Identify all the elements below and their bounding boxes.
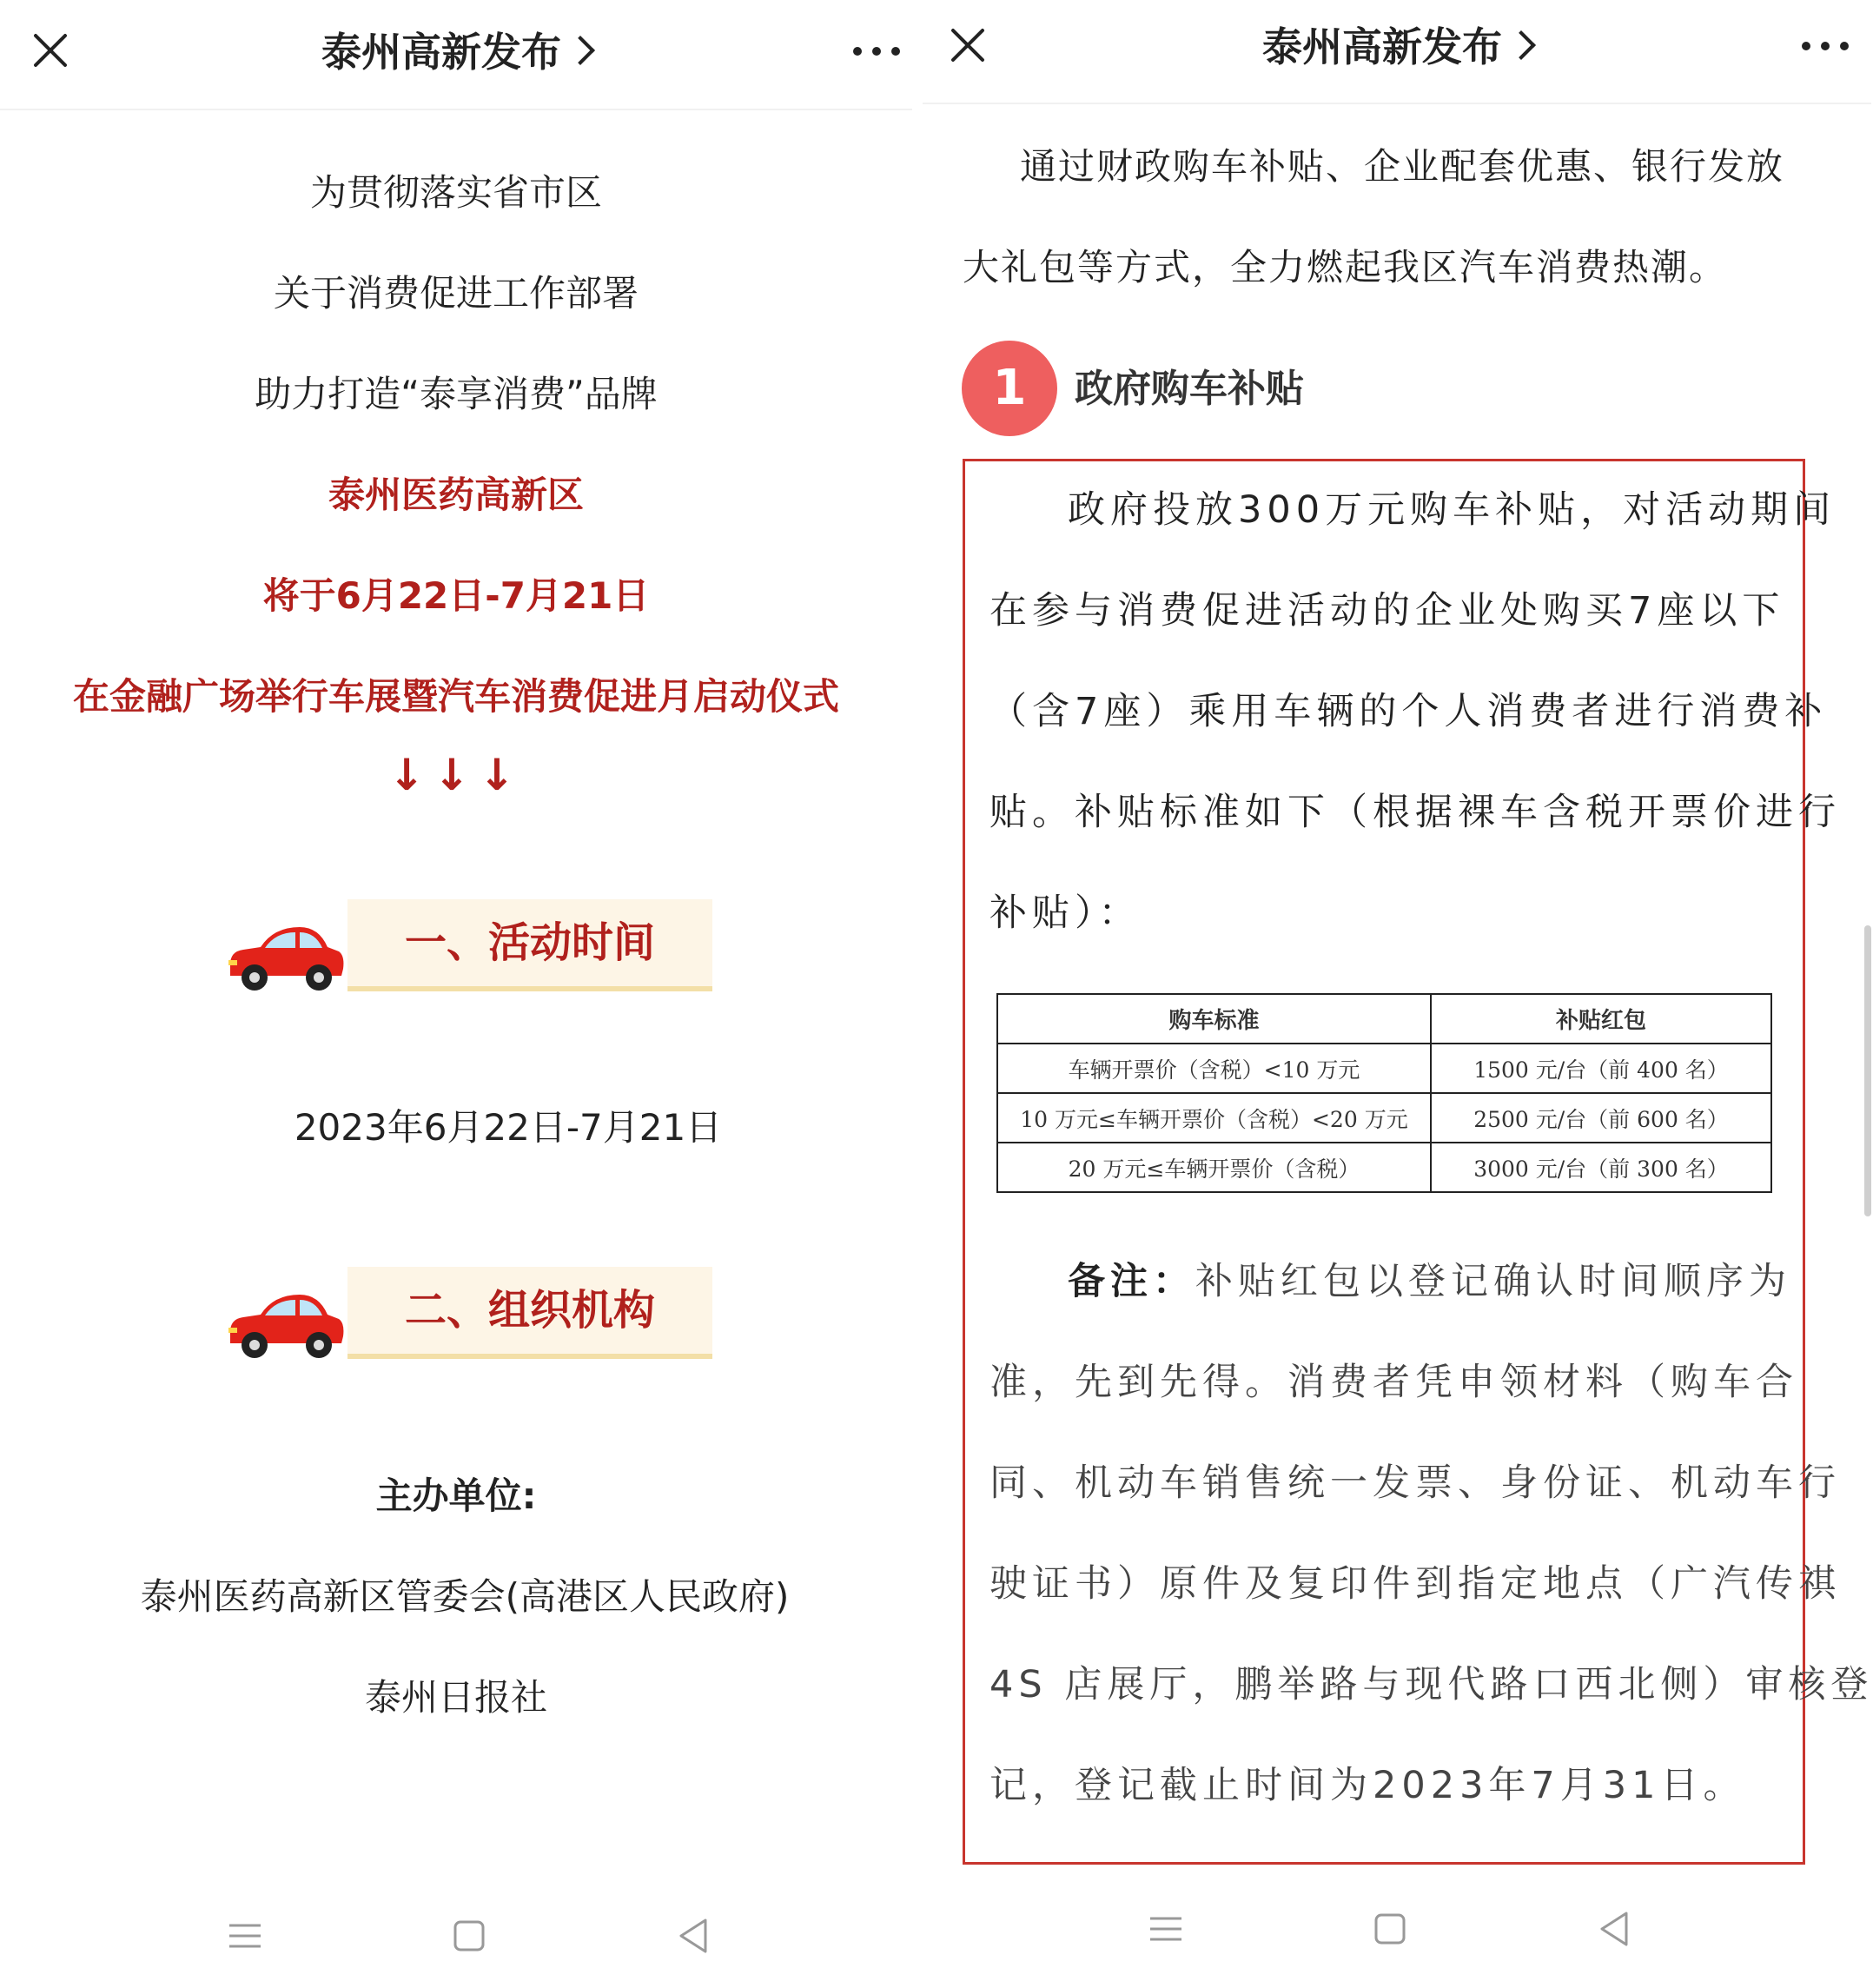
top-bar (923, 0, 1871, 104)
text-line: 记，登记截止时间为2023年7月31日。 (989, 1764, 1746, 1807)
more-icon[interactable] (1802, 36, 1854, 54)
scrollbar[interactable] (1864, 925, 1871, 1216)
intro-line: 大礼包等方式，全力燃起我区汽车消费热潮。 (963, 246, 1728, 288)
account-title-link[interactable] (923, 21, 1871, 73)
table-row (997, 1093, 1771, 1143)
intro-line: 为贯彻落实省市区 (309, 171, 602, 214)
home-icon[interactable] (1364, 1903, 1416, 1955)
text-line: 政府投放300万元购车补贴，对活动期间 (1068, 488, 1837, 532)
section-label-box (347, 1267, 712, 1359)
notes-paragraph (989, 1231, 1873, 1836)
account-title-link[interactable] (0, 26, 912, 78)
table-cell: 2500 元/台（前 600 名） (1431, 1093, 1771, 1143)
text-line: 准，先到先得。消费者凭申领材料（购车合 (989, 1361, 1798, 1404)
table-header: 补贴红包 (1431, 994, 1771, 1044)
subsidy-paragraph (989, 460, 1841, 964)
menu-icon[interactable] (1140, 1903, 1192, 1955)
notes-label: 备注： (1068, 1260, 1195, 1303)
event-dates: 2023年6月22日-7月21日 (294, 1106, 723, 1149)
account-title: 泰州高新发布 (321, 29, 561, 76)
text-line: 在参与消费促进活动的企业处购买7座以下 (989, 589, 1785, 633)
car-icon (222, 917, 347, 995)
host-name: 泰州医药高新区管委会(高港区人民政府) (140, 1575, 790, 1618)
notes-first-line (989, 1231, 1791, 1332)
table-cell: 3000 元/台（前 300 名） (1431, 1143, 1771, 1192)
section-number-badge: 1 (962, 341, 1057, 436)
section-title: 政府购车补贴 (1075, 367, 1304, 411)
subsidy-info-box (963, 459, 1873, 1865)
table-header: 购车标准 (997, 994, 1431, 1044)
chevron-right-icon (1506, 30, 1536, 60)
section-header-time (222, 899, 721, 999)
text-line: 驶证书）原件及复印件到指定地点（广汽传祺 (989, 1562, 1841, 1606)
intro-line: 助力打造“泰享消费”品牌 (255, 373, 658, 415)
text-line: 贴。补贴标准如下（根据裸车含税开票价进行 (989, 791, 1841, 834)
system-nav-bar (923, 1884, 1871, 1988)
highlight-line: 将于6月22日-7月21日 (262, 574, 650, 617)
section-title: 一、活动时间 (404, 918, 655, 967)
intro-line: 通过财政购车补贴、企业配套优惠、银行发放 (1020, 145, 1785, 188)
menu-icon[interactable] (219, 1910, 271, 1962)
table-cell: 10 万元≤车辆开票价（含税）<20 万元 (997, 1093, 1431, 1143)
intro-line: 关于消费促进工作部署 (273, 272, 639, 315)
back-icon[interactable] (667, 1910, 719, 1962)
host-name: 泰州日报社 (364, 1676, 547, 1719)
top-bar (0, 0, 912, 110)
more-icon[interactable] (853, 42, 905, 59)
table-cell: 1500 元/台（前 400 名） (1431, 1044, 1771, 1093)
table-row (997, 1044, 1771, 1093)
text-line: 补贴）： (989, 891, 1142, 935)
text-line: 4S 店展厅，鹏举路与现代路口西北侧）审核登 (989, 1663, 1873, 1706)
text-line: （含7座）乘用车辆的个人消费者进行消费补 (989, 690, 1828, 733)
text-line: 同、机动车销售统一发票、身份证、机动车行 (989, 1461, 1841, 1505)
table-cell: 车辆开票价（含税）<10 万元 (997, 1044, 1431, 1093)
section-header-org (222, 1267, 721, 1367)
table-header-row (997, 994, 1771, 1044)
car-icon (222, 1284, 347, 1362)
left-screen (0, 0, 912, 1988)
text-line: 补贴红包以登记确认时间顺序为 (1195, 1260, 1791, 1303)
section-title: 二、组织机构 (404, 1286, 655, 1335)
table-row (997, 1143, 1771, 1192)
subsidy-table (996, 993, 1772, 1193)
highlight-line: 泰州医药高新区 (328, 474, 584, 516)
table-cell: 20 万元≤车辆开票价（含税） (997, 1143, 1431, 1192)
chevron-right-icon (566, 36, 595, 65)
right-screen (923, 0, 1871, 1988)
home-icon[interactable] (443, 1910, 495, 1962)
system-nav-bar (0, 1884, 912, 1988)
section-label-box (347, 899, 712, 991)
down-arrows-icon: ↓↓↓ (388, 750, 524, 800)
highlight-line: 在金融广场举行车展暨汽车消费促进月启动仪式 (72, 675, 839, 718)
back-icon[interactable] (1588, 1903, 1640, 1955)
host-label: 主办单位: (375, 1474, 537, 1517)
account-title: 泰州高新发布 (1262, 23, 1502, 70)
